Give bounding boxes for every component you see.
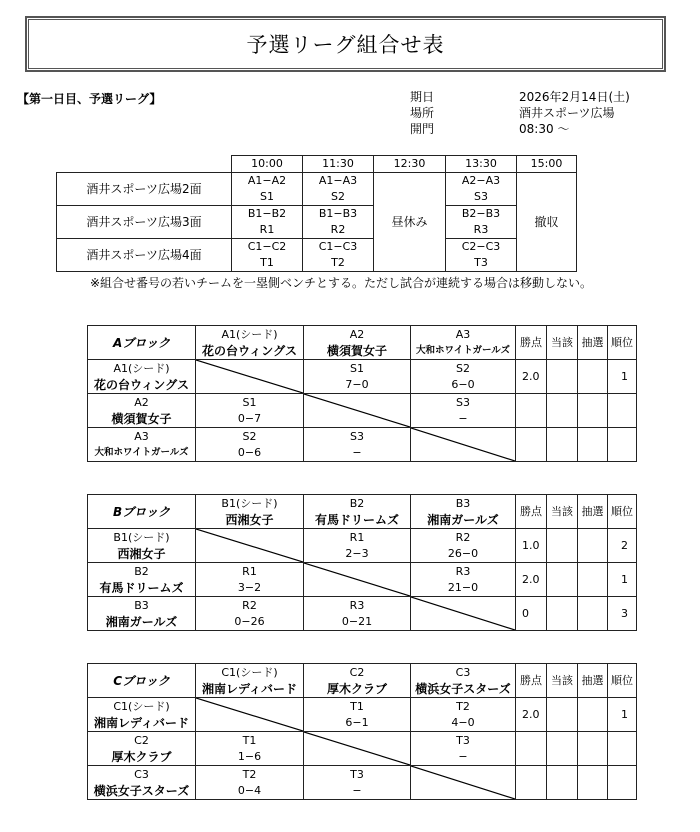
row-team-header bbox=[88, 394, 196, 428]
match-result-cell bbox=[196, 394, 304, 428]
match-code: T2 bbox=[242, 767, 257, 781]
venue-label: 場所 bbox=[410, 106, 435, 120]
match-pair: C1−C3 bbox=[303, 239, 374, 256]
head-to-head-cell bbox=[547, 529, 578, 563]
team-name: 厚木クラブ bbox=[111, 749, 172, 764]
match-result-cell bbox=[304, 698, 411, 732]
column-team-header bbox=[196, 326, 304, 360]
block-table bbox=[87, 325, 637, 462]
team-name: 大和ホワイトガールズ bbox=[416, 344, 510, 356]
self-match-cell bbox=[411, 597, 516, 631]
self-match-cell bbox=[196, 698, 304, 732]
schedule-note: ※組合せ番号の若いチームを一塁側ベンチとする。ただし試合が連続する場合は移動しない。 bbox=[90, 276, 593, 290]
match-code: T1 bbox=[242, 733, 257, 747]
points-cell bbox=[516, 732, 547, 766]
match-result-cell bbox=[196, 428, 304, 462]
stat-header: 順位 bbox=[608, 326, 637, 360]
section-label: 【第一日目、予選リーグ】 bbox=[17, 92, 162, 106]
match-result-cell bbox=[304, 529, 411, 563]
match-score: 6−1 bbox=[345, 715, 369, 729]
schedule-row bbox=[57, 206, 577, 223]
stat-header: 当該 bbox=[547, 326, 578, 360]
stat-header: 抽選 bbox=[578, 664, 608, 698]
schedule-table bbox=[56, 155, 577, 272]
event-info-values bbox=[519, 89, 630, 137]
match-score: 0−7 bbox=[237, 411, 262, 425]
block-team-row bbox=[88, 529, 637, 563]
team-seed: B2 bbox=[134, 564, 149, 578]
self-match-cell bbox=[304, 394, 411, 428]
lottery-cell bbox=[578, 394, 608, 428]
match-result-cell bbox=[304, 360, 411, 394]
match-code: R3 bbox=[455, 564, 471, 578]
team-name: 厚木クラブ bbox=[326, 681, 387, 696]
team-seed: C2 bbox=[349, 665, 365, 679]
match-pair: C2−C3 bbox=[446, 239, 517, 256]
event-info-labels bbox=[410, 89, 434, 137]
cleanup-cell: 撤収 bbox=[517, 173, 577, 272]
column-team-header bbox=[196, 664, 304, 698]
lunch-break-cell: 昼休み bbox=[374, 173, 446, 272]
gate-open-label: 開門 bbox=[410, 122, 435, 136]
match-pair: A1−A3 bbox=[303, 173, 374, 190]
time-header: 13:30 bbox=[446, 156, 517, 173]
row-team-header bbox=[88, 360, 196, 394]
head-to-head-cell bbox=[547, 766, 578, 800]
lottery-cell bbox=[578, 428, 608, 462]
block-header-row bbox=[88, 664, 637, 698]
block-team-row bbox=[88, 698, 637, 732]
row-team-header bbox=[88, 766, 196, 800]
head-to-head-cell bbox=[547, 360, 578, 394]
row-team-header bbox=[88, 597, 196, 631]
block-name: Aブロック bbox=[88, 326, 196, 360]
block-team-row bbox=[88, 766, 637, 800]
self-match-cell bbox=[196, 360, 304, 394]
column-team-header bbox=[304, 326, 411, 360]
lottery-cell bbox=[578, 732, 608, 766]
match-score: − bbox=[458, 749, 468, 763]
match-code: S2 bbox=[303, 189, 374, 206]
team-seed: C2 bbox=[134, 733, 149, 747]
rank-cell bbox=[608, 766, 637, 800]
team-name: 花の台ウィングス bbox=[94, 377, 189, 392]
match-pair: B1−B3 bbox=[303, 206, 374, 223]
lottery-cell bbox=[578, 766, 608, 800]
head-to-head-cell bbox=[547, 597, 578, 631]
stat-header: 当該 bbox=[547, 495, 578, 529]
match-result-cell bbox=[411, 360, 516, 394]
diagonal-line bbox=[304, 563, 410, 596]
team-name: 横須賀女子 bbox=[326, 343, 387, 358]
head-to-head-cell bbox=[547, 428, 578, 462]
match-code: S1 bbox=[232, 189, 303, 206]
head-to-head-cell bbox=[547, 732, 578, 766]
match-result-cell bbox=[411, 529, 516, 563]
match-code: T2 bbox=[456, 699, 470, 713]
match-pair: C1−C2 bbox=[232, 239, 303, 256]
title-box bbox=[25, 16, 666, 72]
match-result-cell bbox=[304, 597, 411, 631]
date-value: 2026年2月14日(土) bbox=[519, 90, 630, 104]
match-result-cell bbox=[411, 732, 516, 766]
stat-header: 勝点 bbox=[516, 664, 547, 698]
match-code: S2 bbox=[456, 361, 470, 375]
stat-header: 抽選 bbox=[578, 495, 608, 529]
team-name: 湘南ガールズ bbox=[427, 512, 499, 527]
match-result-cell bbox=[304, 428, 411, 462]
points-cell bbox=[516, 428, 547, 462]
match-code: T3 bbox=[446, 255, 517, 272]
match-score: 21−0 bbox=[447, 580, 479, 594]
match-result-cell bbox=[411, 698, 516, 732]
time-header: 11:30 bbox=[303, 156, 374, 173]
lottery-cell bbox=[578, 563, 608, 597]
team-seed: A2 bbox=[349, 327, 365, 341]
team-seed: C3 bbox=[134, 767, 149, 781]
team-seed: A1(シード) bbox=[221, 327, 278, 341]
match-code: R2 bbox=[242, 598, 257, 612]
block-name: Bブロック bbox=[88, 495, 196, 529]
rank-cell: 1 bbox=[608, 563, 637, 597]
schedule-header-row bbox=[57, 156, 577, 173]
venue-cell: 酒井スポーツ広場4面 bbox=[57, 239, 232, 272]
page-title: 予選リーグ組合せ表 bbox=[246, 33, 445, 57]
match-score: 0−4 bbox=[237, 783, 262, 797]
self-match-cell bbox=[196, 529, 304, 563]
row-team-header bbox=[88, 428, 196, 462]
stat-header: 当該 bbox=[547, 664, 578, 698]
stat-header: 順位 bbox=[608, 495, 637, 529]
match-score: − bbox=[352, 445, 362, 459]
match-code: S3 bbox=[456, 395, 470, 409]
stat-header: 順位 bbox=[608, 664, 637, 698]
match-code: S3 bbox=[350, 429, 364, 443]
team-name: 西湘女子 bbox=[225, 512, 274, 527]
team-seed: A1(シード) bbox=[113, 361, 170, 375]
match-score: 2−3 bbox=[345, 546, 369, 560]
row-team-header bbox=[88, 698, 196, 732]
match-code: R2 bbox=[303, 222, 374, 239]
rank-cell bbox=[608, 428, 637, 462]
match-score: 3−2 bbox=[237, 580, 262, 594]
points-cell: 1.0 bbox=[516, 529, 547, 563]
diagonal-line bbox=[411, 597, 515, 630]
team-name: 花の台ウィングス bbox=[202, 343, 297, 358]
diagonal-line bbox=[196, 698, 303, 731]
block-team-row bbox=[88, 394, 637, 428]
team-name: 横浜女子スターズ bbox=[93, 783, 190, 798]
match-code: T2 bbox=[303, 255, 374, 272]
team-seed: B3 bbox=[134, 598, 149, 612]
column-team-header bbox=[411, 495, 516, 529]
schedule-row bbox=[57, 173, 577, 190]
match-result-cell bbox=[196, 563, 304, 597]
match-code: S2 bbox=[242, 429, 257, 443]
diagonal-line bbox=[196, 360, 303, 393]
rank-cell: 3 bbox=[608, 597, 637, 631]
stat-header: 抽選 bbox=[578, 326, 608, 360]
self-match-cell bbox=[411, 428, 516, 462]
block-team-row bbox=[88, 563, 637, 597]
team-seed: A3 bbox=[455, 327, 471, 341]
time-header: 12:30 bbox=[374, 156, 446, 173]
match-pair: A1−A2 bbox=[232, 173, 303, 190]
match-code: T3 bbox=[350, 767, 364, 781]
match-code: R3 bbox=[446, 222, 517, 239]
stat-header: 勝点 bbox=[516, 326, 547, 360]
date-label: 期日 bbox=[410, 90, 435, 104]
block-name: Cブロック bbox=[88, 664, 196, 698]
schedule-row bbox=[57, 239, 577, 256]
column-team-header bbox=[411, 326, 516, 360]
rank-cell: 1 bbox=[608, 360, 637, 394]
match-score: 4−0 bbox=[451, 715, 475, 729]
match-result-cell bbox=[196, 766, 304, 800]
points-cell: 0 bbox=[516, 597, 547, 631]
points-cell: 2.0 bbox=[516, 698, 547, 732]
match-pair: A2−A3 bbox=[446, 173, 517, 190]
match-score: 7−0 bbox=[345, 377, 369, 391]
column-team-header bbox=[411, 664, 516, 698]
match-result-cell bbox=[304, 766, 411, 800]
match-code: T1 bbox=[232, 255, 303, 272]
venue-cell: 酒井スポーツ広場3面 bbox=[57, 206, 232, 239]
match-score: − bbox=[352, 783, 362, 797]
block-team-row bbox=[88, 428, 637, 462]
rank-cell: 1 bbox=[608, 698, 637, 732]
column-team-header bbox=[304, 495, 411, 529]
venue-cell: 酒井スポーツ広場2面 bbox=[57, 173, 232, 206]
block-table bbox=[87, 494, 637, 631]
match-score: 1−6 bbox=[237, 749, 262, 763]
match-code: S3 bbox=[446, 189, 517, 206]
diagonal-line bbox=[304, 732, 410, 765]
points-cell: 2.0 bbox=[516, 360, 547, 394]
lottery-cell bbox=[578, 698, 608, 732]
lottery-cell bbox=[578, 360, 608, 394]
match-code: T1 bbox=[350, 699, 364, 713]
match-code: R3 bbox=[349, 598, 365, 612]
match-code: S1 bbox=[350, 361, 364, 375]
rank-cell bbox=[608, 394, 637, 428]
schedule-corner bbox=[57, 156, 232, 173]
head-to-head-cell bbox=[547, 563, 578, 597]
team-seed: B3 bbox=[455, 496, 471, 510]
team-seed: C1(シード) bbox=[221, 665, 278, 679]
lottery-cell bbox=[578, 529, 608, 563]
team-name: 有馬ドリームズ bbox=[99, 580, 184, 595]
diagonal-line bbox=[196, 529, 303, 562]
match-result-cell bbox=[411, 394, 516, 428]
match-result-cell bbox=[196, 597, 304, 631]
points-cell bbox=[516, 766, 547, 800]
team-name: 湘南レディバード bbox=[201, 681, 298, 696]
match-code: R1 bbox=[242, 564, 257, 578]
team-seed: A3 bbox=[134, 429, 149, 443]
row-team-header bbox=[88, 732, 196, 766]
match-code: R1 bbox=[349, 530, 365, 544]
match-code: T3 bbox=[456, 733, 470, 747]
match-code: S1 bbox=[242, 395, 257, 409]
block-table bbox=[87, 663, 637, 800]
team-seed: C3 bbox=[455, 665, 471, 679]
team-name: 横浜女子スターズ bbox=[415, 681, 511, 696]
block-header-row bbox=[88, 495, 637, 529]
venue-value: 酒井スポーツ広場 bbox=[519, 106, 615, 120]
points-cell bbox=[516, 394, 547, 428]
match-score: 0−21 bbox=[341, 614, 373, 628]
block-team-row bbox=[88, 597, 637, 631]
match-result-cell bbox=[196, 732, 304, 766]
team-name: 湘南ガールズ bbox=[105, 614, 178, 629]
diagonal-line bbox=[411, 428, 515, 461]
match-pair: B2−B3 bbox=[446, 206, 517, 223]
column-team-header bbox=[304, 664, 411, 698]
self-match-cell bbox=[304, 732, 411, 766]
diagonal-line bbox=[304, 394, 410, 427]
team-seed: B2 bbox=[349, 496, 365, 510]
stat-header: 勝点 bbox=[516, 495, 547, 529]
self-match-cell bbox=[411, 766, 516, 800]
match-score: − bbox=[458, 411, 468, 425]
match-score: 26−0 bbox=[447, 546, 479, 560]
time-header: 10:00 bbox=[232, 156, 303, 173]
team-name: 大和ホワイトガールズ bbox=[94, 446, 189, 458]
head-to-head-cell bbox=[547, 394, 578, 428]
head-to-head-cell bbox=[547, 698, 578, 732]
match-code: R1 bbox=[232, 222, 303, 239]
block-team-row bbox=[88, 732, 637, 766]
row-team-header bbox=[88, 563, 196, 597]
diagonal-line bbox=[411, 766, 515, 799]
match-code: R2 bbox=[455, 530, 471, 544]
match-score: 0−26 bbox=[234, 614, 265, 628]
team-seed: B1(シード) bbox=[221, 496, 278, 510]
time-header: 15:00 bbox=[517, 156, 577, 173]
rank-cell: 2 bbox=[608, 529, 637, 563]
row-team-header bbox=[88, 529, 196, 563]
team-name: 西湘女子 bbox=[117, 546, 166, 561]
team-seed: B1(シード) bbox=[113, 530, 170, 544]
block-header-row bbox=[88, 326, 637, 360]
team-seed: A2 bbox=[134, 395, 149, 409]
match-result-cell bbox=[411, 563, 516, 597]
team-name: 横須賀女子 bbox=[111, 411, 172, 426]
team-seed: C1(シード) bbox=[113, 699, 170, 713]
block-team-row bbox=[88, 360, 637, 394]
rank-cell bbox=[608, 732, 637, 766]
lottery-cell bbox=[578, 597, 608, 631]
gate-open-value: 08:30 ～ bbox=[519, 122, 570, 136]
team-name: 有馬ドリームズ bbox=[314, 512, 399, 527]
match-pair: B1−B2 bbox=[232, 206, 303, 223]
match-score: 6−0 bbox=[451, 377, 475, 391]
team-name: 湘南レディバード bbox=[93, 715, 190, 730]
points-cell: 2.0 bbox=[516, 563, 547, 597]
match-score: 0−6 bbox=[237, 445, 262, 459]
self-match-cell bbox=[304, 563, 411, 597]
column-team-header bbox=[196, 495, 304, 529]
